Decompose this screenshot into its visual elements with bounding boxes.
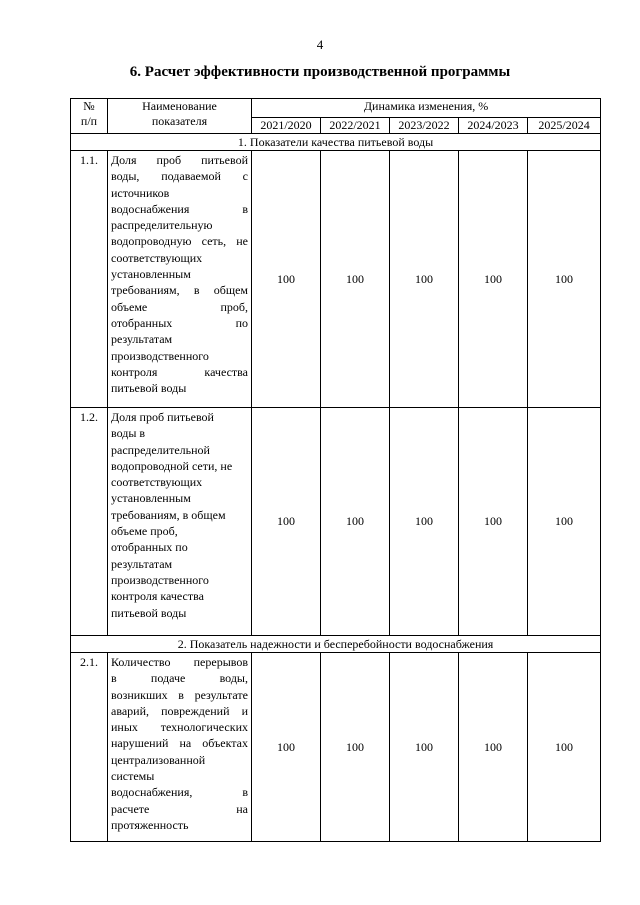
indicator-name-line: отобранных по	[111, 540, 188, 555]
indicator-name-line: Количество перерывов	[111, 655, 248, 669]
indicator-name-line: водопроводной сети, не	[111, 458, 233, 473]
group-row	[71, 134, 601, 151]
indicator-name-line: источников	[111, 185, 170, 200]
value-cell: 100	[390, 408, 459, 636]
indicator-name-line: соответствующих	[111, 475, 203, 490]
header-name	[108, 99, 252, 134]
indicator-name-line: требованиям, в общем	[111, 507, 226, 522]
indicator-name-line: распределительной	[111, 442, 210, 457]
group-heading: 2. Показатель надежности и бесперебойности водоснабжения	[71, 636, 601, 653]
value-cell: 100	[459, 151, 528, 408]
value-cell: 100	[321, 653, 390, 842]
section-title: 6. Расчет эффективности производственной программы	[129, 64, 511, 80]
header-year: 2021/2020	[252, 118, 321, 134]
efficiency-table	[70, 98, 601, 842]
indicator-name-line: контроля качества	[111, 589, 204, 604]
indicator-name-line: распределительную	[111, 218, 213, 233]
indicator-name-line: Доля проб питьевой	[111, 410, 214, 424]
header-name-line: Наименование	[142, 99, 217, 113]
indicator-name-line: производственного	[111, 348, 209, 363]
indicator-name-line: нарушений на объектах	[111, 736, 248, 751]
indicator-name-line: результатам	[111, 332, 173, 347]
indicator-name-line: результатам	[111, 556, 173, 571]
header-year: 2023/2022	[390, 118, 459, 134]
value-cell: 100	[321, 151, 390, 408]
indicator-name-line: соответствующих	[111, 250, 203, 265]
indicator-name-line: возникших в результате	[111, 687, 248, 702]
indicator-name-line: расчете на	[111, 801, 248, 816]
row-number: 1.1.	[71, 151, 108, 408]
header-num	[71, 99, 108, 134]
indicator-name-line: Доля проб питьевой	[111, 153, 248, 167]
page-number: 4	[316, 37, 324, 52]
value-cell: 100	[252, 408, 321, 636]
group-heading: 1. Показатели качества питьевой воды	[71, 134, 601, 151]
value-cell: 100	[390, 653, 459, 842]
indicator-name-line: установленным	[111, 267, 191, 282]
value-cell: 100	[252, 653, 321, 842]
indicator-name-line: отобранных по	[111, 315, 248, 330]
indicator-name-line: объеме проб,	[111, 524, 178, 539]
indicator-name-line: требованиям, в общем	[111, 283, 248, 298]
indicator-name-line: контроля качества	[111, 364, 248, 379]
indicator-name-line: централизованной	[111, 752, 206, 767]
value-cell: 100	[459, 653, 528, 842]
group-row	[71, 636, 601, 653]
indicator-name-line: установленным	[111, 491, 191, 506]
indicator-name-line: иных технологических	[111, 720, 248, 735]
indicator-name-line: воды в	[111, 426, 146, 441]
indicator-name-line: воды, подаваемой с	[111, 169, 248, 184]
value-cell: 100	[252, 151, 321, 408]
header-num-line: п/п	[80, 114, 98, 128]
table-row	[71, 151, 601, 408]
indicator-name-line: аварий, повреждений и	[111, 703, 248, 718]
header-dynamics: Динамика изменения, %	[252, 99, 601, 118]
value-cell: 100	[321, 408, 390, 636]
indicator-name-line: производственного	[111, 572, 209, 587]
value-cell: 100	[459, 408, 528, 636]
indicator-name-line: протяженность	[111, 817, 189, 832]
header-year: 2025/2024	[528, 118, 601, 134]
header-name-line: показателя	[151, 114, 208, 128]
indicator-name-line: водоснабжения в	[111, 201, 248, 216]
indicator-name	[108, 151, 252, 408]
row-number: 1.2.	[71, 408, 108, 636]
value-cell: 100	[528, 408, 601, 636]
header-year: 2022/2021	[321, 118, 390, 134]
value-cell: 100	[528, 151, 601, 408]
indicator-name	[108, 653, 252, 842]
indicator-name-line: водопроводную сеть, не	[111, 234, 248, 249]
value-cell: 100	[528, 653, 601, 842]
table-row	[71, 653, 601, 842]
row-number: 2.1.	[71, 653, 108, 842]
header-year: 2024/2023	[459, 118, 528, 134]
indicator-name-line: в подаче воды,	[111, 671, 248, 686]
indicator-name-line: системы	[111, 769, 155, 784]
value-cell: 100	[390, 151, 459, 408]
header-row-top	[71, 99, 601, 118]
header-num-line: №	[83, 99, 95, 113]
indicator-name	[108, 408, 252, 636]
indicator-name-line: объеме проб,	[111, 299, 248, 314]
indicator-name-line: питьевой воды	[111, 381, 187, 396]
indicator-name-line: водоснабжения, в	[111, 785, 248, 800]
indicator-name-line: питьевой воды	[111, 605, 187, 620]
table-row	[71, 408, 601, 636]
